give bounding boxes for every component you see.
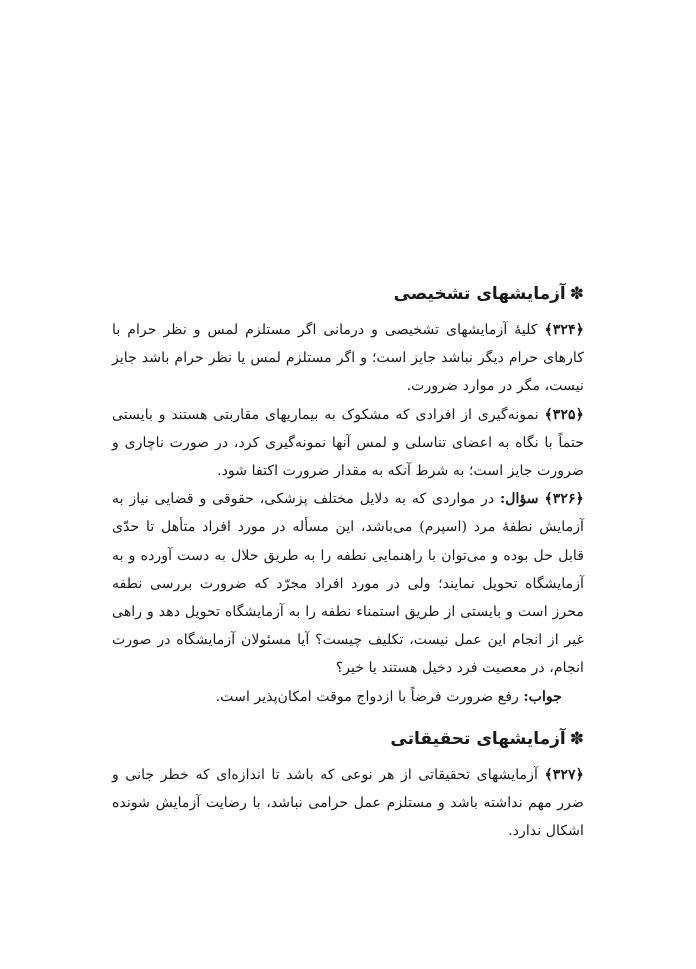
paragraph-text: آزمایشهای تحقیقاتی از هر نوعی که باشد تا اندازه‌ای که خطر جانی و ضرر مهم نداشته باشد و مستلزم عمل حرامی نباشد، با رضایت آزمایش شونده اشکال ندارد. — [112, 766, 584, 840]
answer-text: رفع ضرورت فرضاً با ازدواج موقت امکان‌پذیر است. — [215, 688, 519, 705]
item-number: ﴿۳۲۷﴾ — [544, 766, 584, 783]
section-title: آزمایشهای تشخیصی — [393, 284, 566, 304]
paragraph-325 — [112, 401, 584, 486]
paragraph-327 — [112, 761, 584, 846]
answer-label: جواب: — [523, 688, 562, 705]
section-heading-diagnostic — [112, 280, 584, 308]
paragraph-text: کلیهٔ آزمایشهای تشخیصی و درمانی اگر مستلزم لمس و نظر حرام با کارهای حرام دیگر نباشد جایز است؛ و اگر مستلزم لمس یا نظر حرام باشد جایز نیست، مگر در موارد ضرورت. — [112, 322, 584, 395]
answer-326 — [112, 683, 584, 711]
asterisk-icon: ✽ — [569, 284, 584, 304]
question-label: سؤال: — [499, 491, 539, 508]
paragraph-text: نمونه‌گیری از افرادی که مشکوک به بیماریهای مقاربتی هستند و بایستی حتماً با نگاه به اعضای تناسلی و لمس آنها نمونه‌گیری کرد، در صورت ناچاری و ضرورت جایز است؛ به شرط آنکه به مقدار ضرورت اکتفا شود. — [112, 406, 584, 480]
paragraph-326 — [112, 485, 584, 682]
section-heading-research — [112, 725, 584, 753]
paragraph-324 — [112, 316, 584, 401]
section-title: آزمایشهای تحقیقاتی — [390, 728, 566, 749]
item-number: ﴿۳۲۶﴾ — [544, 491, 584, 508]
page-content — [112, 280, 584, 845]
question-text: در مواردی که به دلایل مختلف پزشکی، حقوقی و قضایی نیاز به آزمایش نطفهٔ مرد (اسپرم) می‌باشد، این مسأله در مورد افراد متأهل تا حدّی قابل حل بوده و می‌توان با راهنمایی نطفه را به طریق حلال به دست آورده و به آزمایشگاه تحویل نمایند؛ ولی در مورد افراد مجرّد که ضرورت بررسی نطفه محرز است و بایستی از طریق استمناء نطفه را به آزمایشگاه تحویل دهد و راهی غیر از انجام این عمل نیست، تکلیف چیست؟ آیا مسئولان آزمایشگاه در صورت انجام، در معصیت فرد دخیل هستند یا خیر؟ — [112, 491, 584, 677]
asterisk-icon: ✽ — [569, 728, 584, 749]
item-number: ﴿۳۲۵﴾ — [544, 406, 584, 423]
item-number: ﴿۳۲۴﴾ — [544, 322, 585, 338]
